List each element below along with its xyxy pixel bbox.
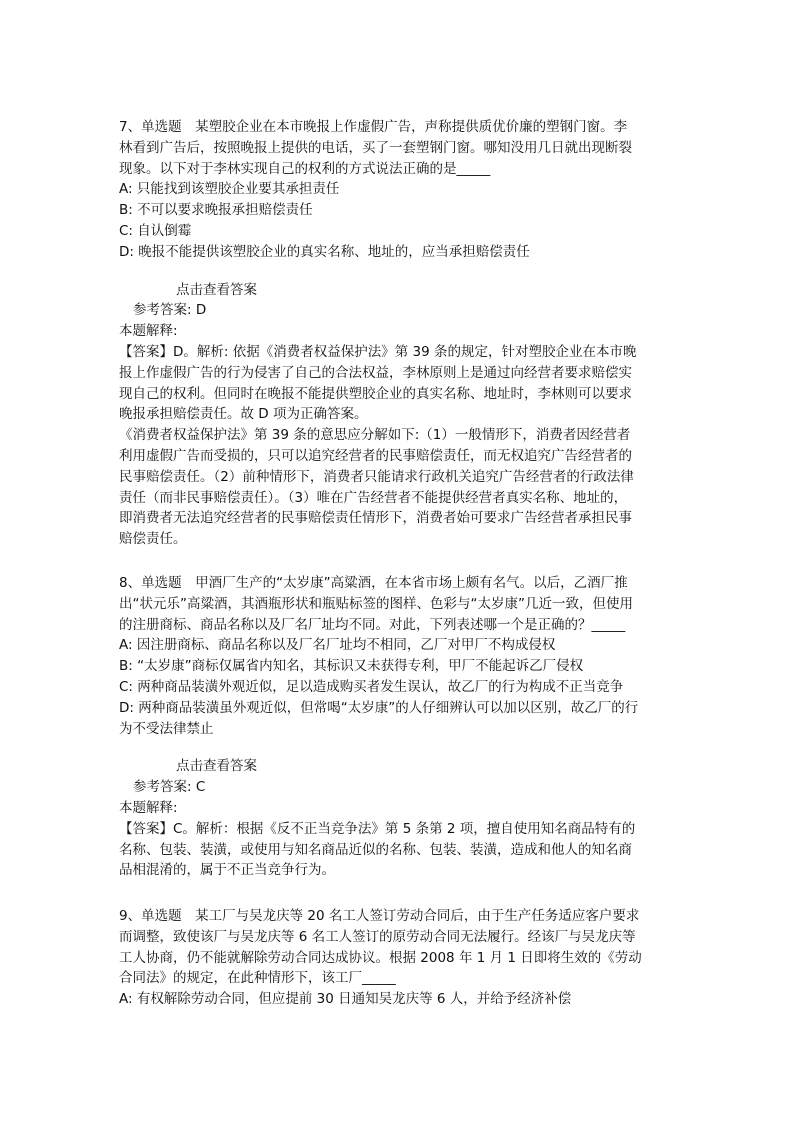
- explanation-line: 报上作虚假广告的行为侵害了自己的合法权益，李林原则上是通过向经营者要求赔偿实: [119, 364, 632, 381]
- question-7: [119, 117, 679, 550]
- question-stem-line: 工人协商，仍不能就解除劳动合同达成协议。根据 2008 年 1 月 1 日即将生效的《劳动: [119, 949, 642, 966]
- explanation-line: 即消费者无法追究经营者的民事赔偿责任情形下，消费者始可要求广告经营者承担民事: [119, 510, 632, 527]
- option-a: A: 有权解除劳动合同，但应提前 30 日通知吴龙庆等 6 人，并给予经济补偿: [119, 991, 572, 1008]
- option-d: D: 晚报不能提供该塑胶企业的真实名称、地址的，应当承担赔偿责任: [119, 243, 530, 260]
- explanation-line: 晚报承担赔偿责任。故 D 项为正确答案。: [119, 406, 368, 423]
- option-a: A: 因注册商标、商品名称以及厂名厂址均不相同，乙厂对甲厂不构成侵权: [119, 637, 556, 654]
- view-answer-link[interactable]: 点击查看答案: [176, 281, 257, 298]
- question-stem-line: 8、单选题 甲酒厂生产的“太岁康”高粱酒，在本省市场上颇有名气。以后，乙酒厂推: [119, 575, 628, 591]
- explanation-line: 现自己的权利。但同时在晚报不能提供塑胶企业的真实名称、地址时，李林则可以要求: [119, 385, 632, 402]
- explanation-line: 利用虚假广告而受损的，只可以追究经营者的民事赔偿责任，而无权追究广告经营者的: [119, 447, 632, 464]
- question-stem-line: 出“状元乐”高粱酒，其酒瓶形状和瓶贴标签的图样、色彩与“太岁康”几近一致，但使用: [119, 595, 633, 612]
- explanation-line: 《消费者权益保护法》第 39 条的意思应分解如下:（1）一般情形下，消费者因经营者: [119, 427, 631, 444]
- view-answer-link[interactable]: 点击查看答案: [176, 758, 257, 775]
- reference-answer: 参考答案: D: [133, 302, 207, 319]
- explanation-line: 品相混淆的，属于不正当竞争行为。: [119, 862, 335, 879]
- question-stem-line: 现象。以下对于李林实现自己的权利的方式说法正确的是_____: [119, 160, 491, 177]
- question-stem-line: 9、单选题 某工厂与吴龙庆等 20 名工人签订劳动合同后，由于生产任务适应客户要求: [119, 908, 640, 924]
- question-stem-line: 7、单选题 某塑胶企业在本市晚报上作虚假广告，声称提供质优价廉的塑钢门窗。李: [119, 119, 628, 135]
- option-d: D: 两种商品装潢虽外观近似，但常喝“太岁康”的人仔细辨认可以加以区别，故乙厂的行: [119, 699, 639, 716]
- reference-answer: 参考答案: C: [133, 779, 206, 796]
- explanation-line: 民事赔偿责任。（2）前种情形下，消费者只能请求行政机关追究广告经营者的行政法律: [119, 468, 634, 485]
- question-stem-line: 而调整，致使该厂与吴龙庆等 6 名工人签订的原劳动合同无法履行。经该厂与吴龙庆等: [119, 928, 636, 945]
- option-b: B: 不可以要求晚报承担赔偿责任: [119, 202, 313, 219]
- explanation-title: 本题解释:: [119, 799, 178, 816]
- option-a: A: 只能找到该塑胶企业要其承担责任: [119, 181, 340, 198]
- explanation-line: 【答案】C。解析：根据《反不正当竞争法》第 5 条第 2 项，擅自使用知名商品特有的: [119, 820, 636, 837]
- question-8: [119, 573, 679, 881]
- option-d-continued: 为不受法律禁止: [119, 720, 214, 737]
- option-c: C: 自认倒霉: [119, 222, 192, 239]
- option-b: B: “太岁康”商标仅属省内知名，其标识又未获得专利，甲厂不能起诉乙厂侵权: [119, 658, 584, 675]
- question-stem-line: 林看到广告后，按照晚报上提供的电话，买了一套塑钢门窗。哪知没用几日就出现断裂: [119, 139, 632, 156]
- explanation-line: 赔偿责任。: [119, 531, 187, 548]
- explanation-line: 【答案】D。解析: 依据《消费者权益保护法》第 39 条的规定，针对塑胶企业在本市晚: [119, 343, 637, 360]
- explanation-line: 责任（而非民事赔偿责任）。（3）唯在广告经营者不能提供经营者真实名称、地址的，: [119, 489, 628, 506]
- option-c: C: 两种商品装潢外观近似，足以造成购买者发生误认，故乙厂的行为构成不正当竞争: [119, 678, 624, 695]
- question-stem-line: 合同法》的规定，在此种情形下，该工厂_____: [119, 970, 396, 987]
- explanation-line: 名称、包装、装潢，或使用与知名商品近似的名称、包装、装潢，造成和他人的知名商: [119, 841, 632, 858]
- question-9: [119, 906, 679, 1010]
- explanation-title: 本题解释:: [119, 323, 178, 340]
- question-stem-line: 的注册商标、商品名称以及厂名厂址均不同。对此，下列表述哪一个是正确的？_____: [119, 616, 626, 633]
